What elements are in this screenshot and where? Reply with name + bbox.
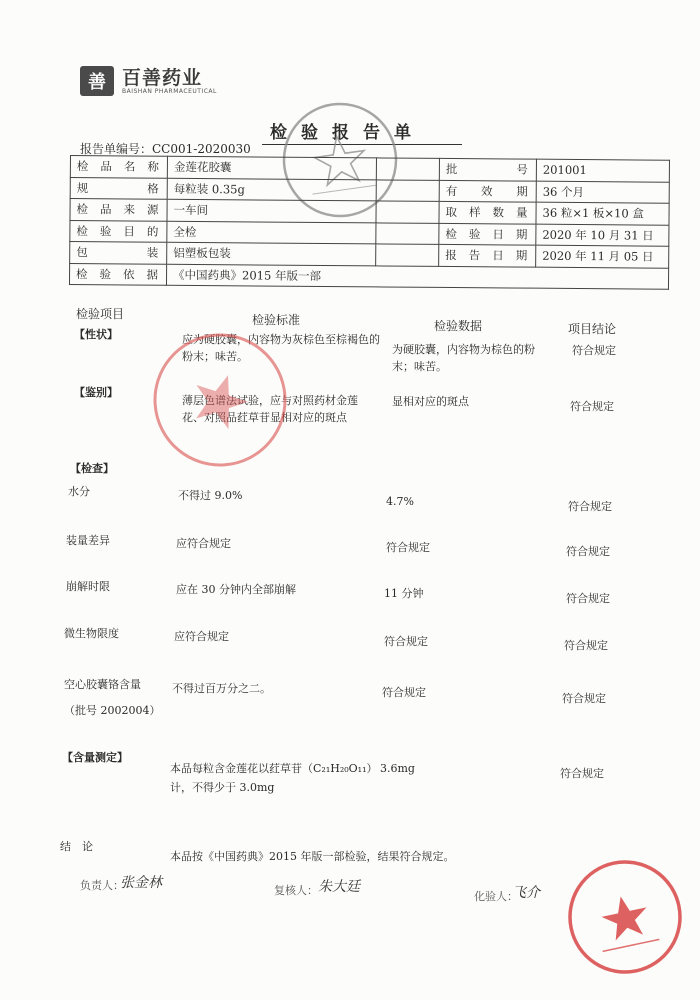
- zhuangliang-name: 装量差异: [66, 534, 110, 547]
- conclusion-label: 结 论: [60, 840, 93, 853]
- label-purpose: 检验目的: [70, 220, 167, 242]
- header-conclusion: 项目结论: [568, 322, 617, 336]
- info-row: [69, 263, 668, 289]
- tester-label: 化验人：: [474, 890, 518, 903]
- label-spec: 规 格: [70, 177, 167, 199]
- logo-mark-icon: 善: [80, 66, 114, 96]
- bengjie-standard: 应在 30 分钟内全部崩解: [176, 583, 296, 596]
- xingzhuang-result: 符合规定: [572, 344, 616, 357]
- header-standard: 检验标准: [252, 313, 301, 327]
- stamp-red-bottom-icon: [555, 847, 695, 987]
- ge-batch: （批号 2002004）: [64, 704, 161, 717]
- value-basis: 《中国药典》2015 年版一部: [166, 264, 668, 289]
- zhuangliang-data: 符合规定: [386, 541, 430, 554]
- responsible-label: 负责人：: [80, 879, 124, 892]
- jianbie-standard: 薄层色谱法试验，应与对照药材金莲花、对照品荭草苷显相对应的斑点: [182, 394, 358, 424]
- jianbie-result: 符合规定: [570, 400, 614, 413]
- jianbie-data: 显相对应的斑点: [392, 395, 469, 408]
- section-jiancha: 【检查】: [70, 462, 114, 475]
- info-table: [69, 155, 670, 290]
- shuifen-result: 符合规定: [568, 500, 612, 513]
- value-source: 一车间: [167, 199, 376, 222]
- value-sample-qty: 36 粒×1 板×10 盒: [536, 202, 669, 225]
- label-sample-qty: 取样数量: [439, 201, 536, 223]
- quality-stamp-red: [555, 847, 695, 987]
- value-purpose: 全检: [167, 221, 376, 244]
- shuifen-data: 4.7%: [386, 495, 414, 508]
- company-logo: [80, 66, 217, 96]
- label-packaging: 包 装: [70, 242, 167, 264]
- conclusion-text: 本品按《中国药典》2015 年版一部检验，结果符合规定。: [170, 850, 455, 863]
- report-number: 报告单编号：CC001-2020030: [80, 142, 251, 156]
- shuifen-name: 水分: [68, 485, 90, 498]
- tester-signature: 飞介: [512, 885, 540, 901]
- bengjie-data: 11 分钟: [384, 587, 424, 600]
- header-item: 检验项目: [76, 307, 125, 321]
- responsible-signature: 张金林: [120, 875, 162, 891]
- section-xingzhuang: 【性状】: [74, 328, 118, 341]
- xingzhuang-data: 为硬胶囊，内容物为棕色的粉末；味苦。: [392, 343, 535, 373]
- zhuangliang-standard: 应符合规定: [176, 537, 231, 550]
- report-title: 检验报告单: [270, 123, 425, 143]
- value-product-name: 金莲花胶囊: [167, 156, 376, 179]
- label-report-date: 报告日期: [439, 244, 536, 266]
- hanliang-standard-2: 计，不得少于 3.0mg: [170, 781, 275, 794]
- ge-data: 符合规定: [382, 686, 426, 699]
- ge-result: 符合规定: [562, 692, 606, 705]
- value-spec: 每粒装 0.35g: [167, 178, 376, 201]
- shuifen-standard: 不得过 9.0%: [178, 489, 243, 502]
- header-data: 检验数据: [434, 319, 483, 333]
- reviewer-label: 复核人：: [274, 884, 318, 897]
- value-validity: 36 个月: [536, 181, 669, 204]
- section-hanliang: 【含量测定】: [62, 751, 128, 764]
- value-test-date: 2020 年 10 月 31 日: [536, 224, 669, 247]
- weishengwu-name: 微生物限度: [64, 627, 119, 640]
- label-validity: 有效期: [439, 180, 536, 202]
- weishengwu-standard: 应符合规定: [174, 630, 229, 643]
- reviewer-signature: 朱大廷: [318, 879, 360, 895]
- value-packaging: 铝塑板包装: [167, 242, 376, 265]
- value-report-date: 2020 年 11 月 05 日: [536, 245, 669, 268]
- bengjie-name: 崩解时限: [66, 580, 110, 593]
- bengjie-result: 符合规定: [566, 592, 610, 605]
- label-test-date: 检验日期: [439, 223, 536, 245]
- zhuangliang-result: 符合规定: [566, 545, 610, 558]
- company-name-cn: 百善药业: [122, 66, 203, 89]
- label-batch-no: 批 号: [439, 158, 536, 180]
- hanliang-result: 符合规定: [560, 767, 604, 780]
- label-product-name: 检品名称: [70, 156, 167, 178]
- weishengwu-data: 符合规定: [384, 635, 428, 648]
- hanliang-data: 3.6mg: [380, 762, 415, 775]
- ge-name: 空心胶囊铬含量: [64, 678, 141, 691]
- weishengwu-result: 符合规定: [564, 639, 608, 652]
- section-jianbie: 【鉴别】: [74, 386, 118, 399]
- hanliang-standard-1: 本品每粒含金莲花以荭草苷（C₂₁H₂₀O₁₁）: [170, 762, 378, 775]
- xingzhuang-standard: 应为硬胶囊，内容物为灰棕色至棕褐色的粉末；味苦。: [182, 333, 380, 363]
- label-basis: 检验依据: [69, 263, 166, 285]
- ge-standard: 不得过百万分之二。: [172, 682, 271, 695]
- label-source: 检品来源: [70, 199, 167, 221]
- company-name-en: BAISHAN PHARMACEUTICAL: [122, 87, 217, 95]
- value-batch-no: 201001: [536, 159, 669, 182]
